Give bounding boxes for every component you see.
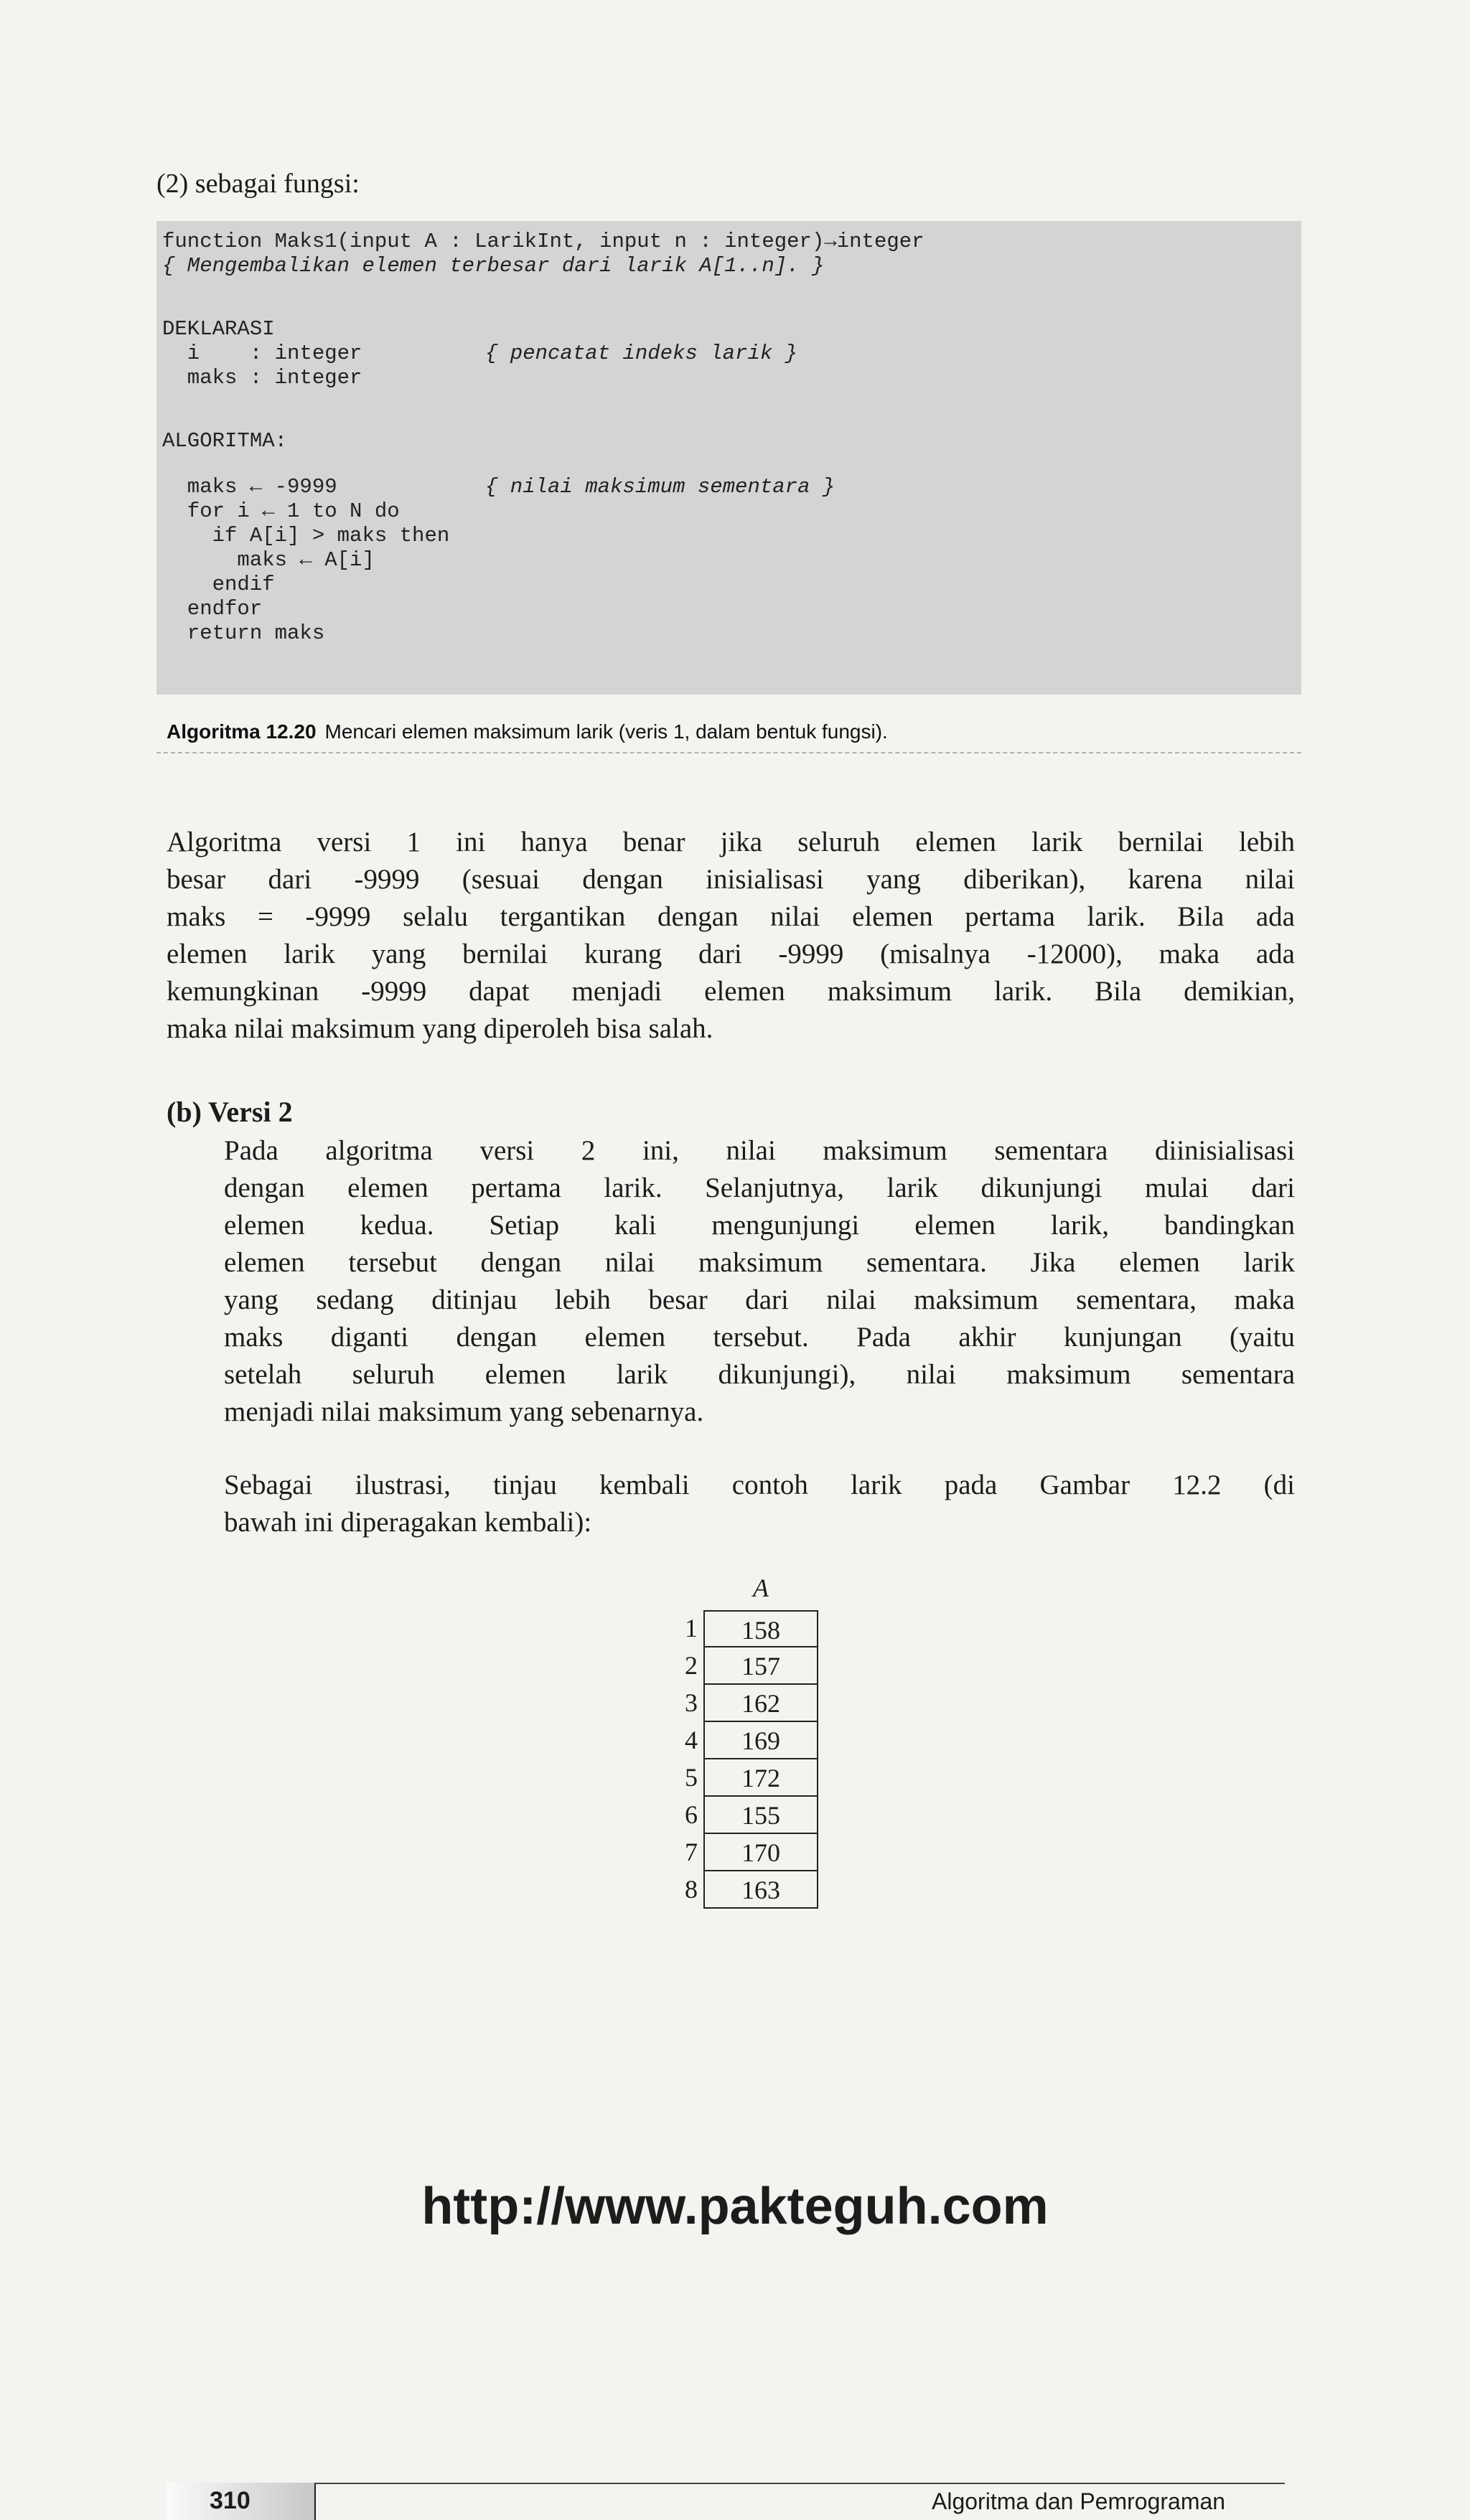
code-line-init-comment: { nilai maksimum sementara } (485, 475, 835, 499)
paragraph-line: yang sedang ditinjau lebih besar dari nilai maksimum sementara, maka (224, 1284, 1295, 1315)
code-line-endfor: endfor (162, 597, 263, 621)
code-decl-maks: maks : integer (162, 366, 362, 390)
code-deklarasi: DEKLARASI (162, 317, 275, 341)
array-cell: 169 (703, 1722, 818, 1759)
paragraph-line: menjadi nilai maksimum yang sebenarnya. (224, 1396, 704, 1427)
code-line-return: return maks (162, 621, 325, 645)
code-line-assign: maks ← A[i] (162, 548, 375, 572)
code-block (156, 221, 1301, 695)
array-name: A (753, 1574, 769, 1602)
paragraph-line: elemen kedua. Setiap kali mengunjungi elemen larik, bandingkan (224, 1210, 1295, 1241)
array-index: 6 (685, 1800, 698, 1829)
code-algoritma: ALGORITMA: (162, 429, 288, 453)
page-number: 310 (210, 2487, 251, 2514)
paragraph-line: dengan elemen pertama larik. Selanjutnya, larik dikunjungi mulai dari (224, 1172, 1295, 1203)
code-line-if: if A[i] > maks then (162, 524, 450, 547)
paragraph-line: Algoritma versi 1 ini hanya benar jika seluruh elemen larik bernilai lebih (167, 827, 1295, 857)
paragraph-line: maka nilai maksimum yang diperoleh bisa salah. (167, 1013, 713, 1044)
array-cell: 162 (703, 1685, 818, 1722)
array-index: 1 (685, 1614, 698, 1642)
website-watermark: http://www.pakteguh.com (421, 2178, 1049, 2235)
code-function-header: function Maks1(input A : LarikInt, input n : integer)→integer (162, 230, 924, 253)
array-cell: 158 (703, 1610, 818, 1647)
paragraph-line: elemen tersebut dengan nilai maksimum sementara. Jika elemen larik (224, 1247, 1295, 1278)
code-header-comment: { Mengembalikan elemen terbesar dari larik A[1..n]. } (162, 254, 825, 278)
paragraph-versi2 (224, 1132, 1295, 1431)
array-index: 2 (685, 1651, 698, 1680)
book-title: Algoritma dan Pemrograman (932, 2488, 1226, 2514)
paragraph-line: maks diganti dengan elemen tersebut. Pada akhir kunjungan (yaitu (224, 1322, 1295, 1353)
paragraph-line: maks = -9999 selalu tergantikan dengan nilai elemen pertama larik. Bila ada (167, 901, 1295, 932)
footer-divider (314, 2483, 316, 2520)
array-index: 4 (685, 1726, 698, 1754)
paragraph-line: Pada algoritma versi 2 ini, nilai maksimum sementara diinisialisasi (224, 1135, 1295, 1166)
array-index: 5 (685, 1763, 698, 1792)
section-label: (2) sebagai fungsi: (156, 169, 360, 199)
array-index: 7 (685, 1838, 698, 1866)
subheading-versi2: (b) Versi 2 (167, 1096, 293, 1128)
array-cell: 170 (703, 1834, 818, 1871)
paragraph-line: setelah seluruh elemen larik dikunjungi), nilai maksimum sementara (224, 1359, 1295, 1390)
array-cell: 163 (703, 1871, 818, 1909)
array-index: 8 (685, 1875, 698, 1904)
paragraph-line: bawah ini diperagakan kembali): (224, 1507, 592, 1538)
caption-label: Algoritma 12.20 (167, 720, 317, 743)
algorithm-caption (167, 720, 888, 743)
paragraph-line: Sebagai ilustrasi, tinjau kembali contoh larik pada Gambar 12.2 (di (224, 1470, 1295, 1500)
caption-divider (156, 752, 1301, 753)
paragraph-line: kemungkinan -9999 dapat menjadi elemen maksimum larik. Bila demikian, (167, 976, 1295, 1007)
code-decl-i: i : integer (162, 342, 362, 365)
array-cell: 172 (703, 1759, 818, 1797)
caption-text: Mencari elemen maksimum larik (veris 1, dalam bentuk fungsi). (324, 720, 888, 743)
paragraph-ilustrasi (224, 1467, 1295, 1541)
code-line-for: for i ← 1 to N do (162, 499, 400, 523)
code-decl-i-comment: { pencatat indeks larik } (485, 342, 798, 365)
array-cell: 155 (703, 1797, 818, 1834)
array-index: 3 (685, 1688, 698, 1717)
code-line-endif: endif (162, 573, 275, 596)
paragraph-line: besar dari -9999 (sesuai dengan inisialisasi yang diberikan), karena nilai (167, 864, 1295, 895)
array-cell: 157 (703, 1647, 818, 1685)
paragraph-versi1 (167, 824, 1295, 1048)
footer-rule (314, 2483, 1285, 2484)
code-line-init: maks ← -9999 (162, 475, 337, 499)
paragraph-line: elemen larik yang bernilai kurang dari -9999 (misalnya -12000), maka ada (167, 939, 1295, 969)
